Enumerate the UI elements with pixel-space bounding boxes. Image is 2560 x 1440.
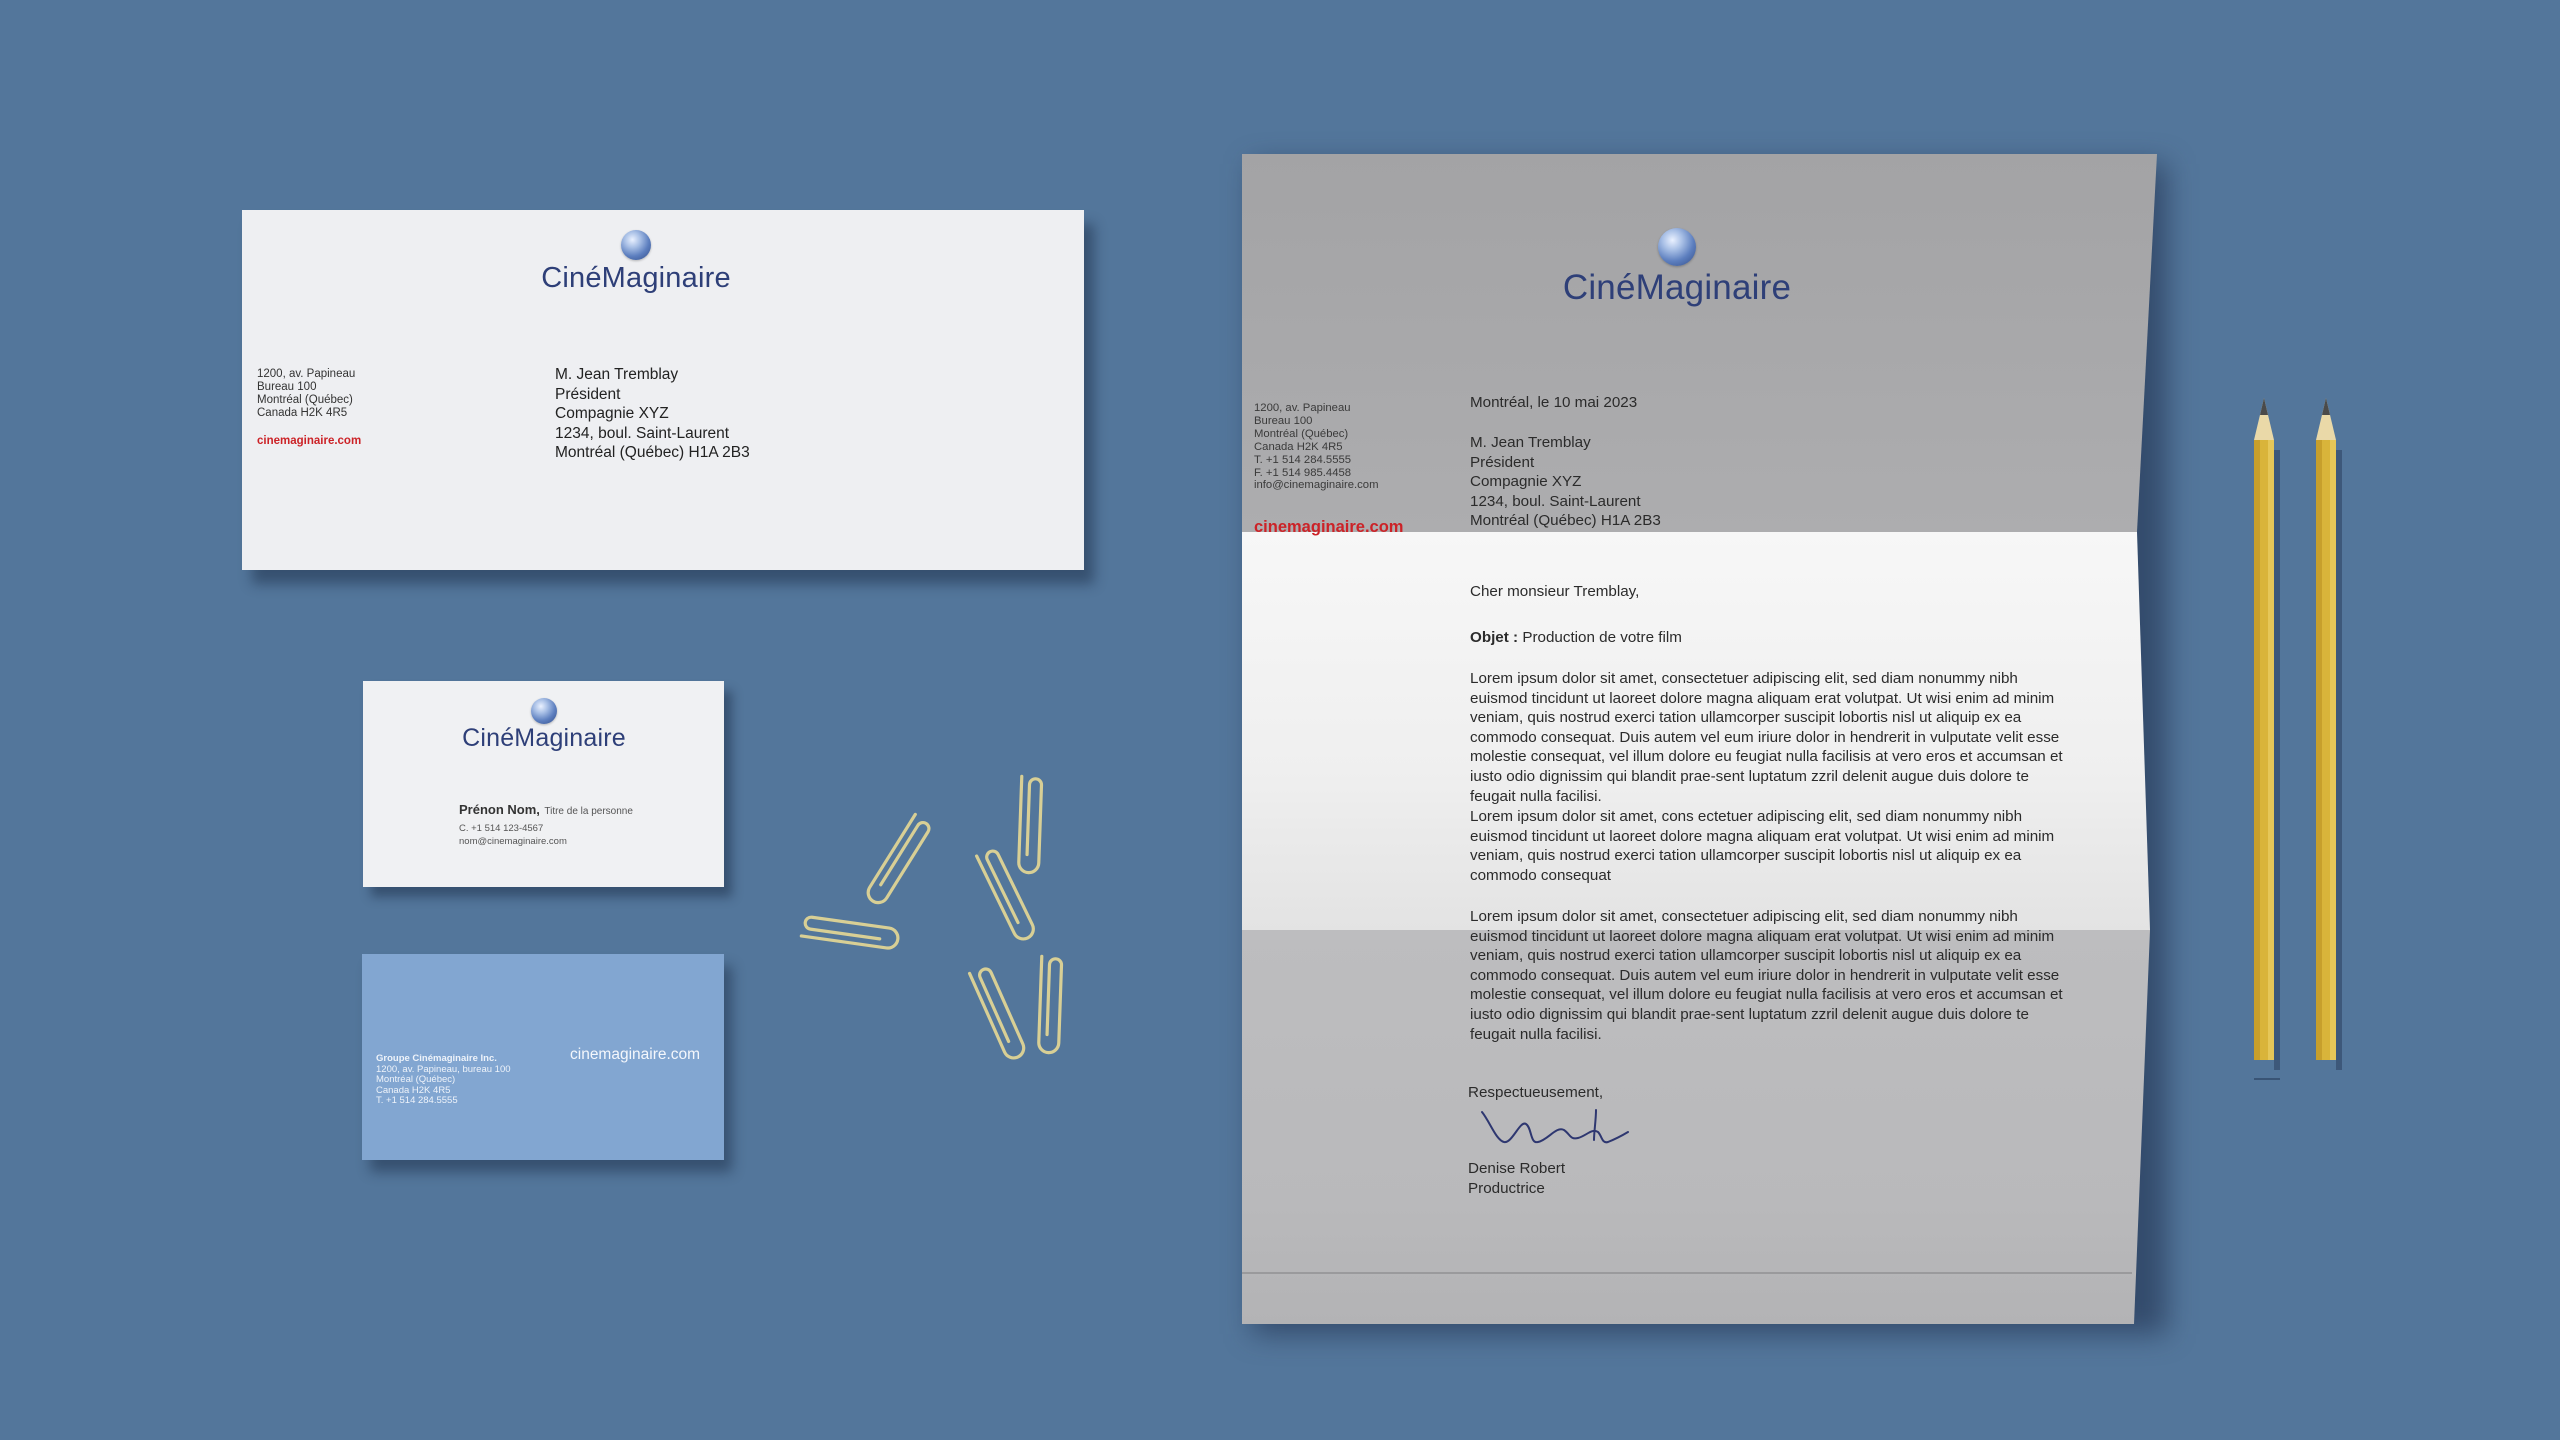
letter-subject (1470, 628, 1682, 648)
globe-icon (1658, 228, 1696, 266)
letter-sender-address: 1200, av. Papineau Bureau 100 Montréal (Québec) Canada H2K 4R5 T. +1 514 284.5555 F. +1 514 985.4458 info@cinemaginaire.com (1254, 402, 1379, 492)
card-logo (449, 698, 639, 753)
letter-salutation: Cher monsieur Tremblay, (1470, 583, 1640, 600)
envelope-recipient: M. Jean Tremblay Président Compagnie XYZ 1234, boul. Saint-Laurent Montréal (Québec) H1A 2B3 (555, 366, 750, 462)
paperclip-icon (801, 916, 899, 949)
signature-icon (1478, 1106, 1678, 1152)
letter-recipient: M. Jean Tremblay Président Compagnie XYZ 1234, boul. Saint-Laurent Montréal (Québec) H1A 2B3 (1470, 434, 1661, 530)
paperclip-icon (1018, 776, 1041, 873)
business-card-back (362, 954, 724, 1160)
envelope-sender-address: 1200, av. Papineau Bureau 100 Montréal (Québec) Canada H2K 4R5 (257, 368, 356, 419)
brand-name: CinéMaginaire (541, 262, 731, 294)
paper-clips (780, 760, 1100, 1100)
brand-name: CinéMaginaire (1562, 268, 1792, 307)
card-person-title: Titre de la personne (544, 806, 633, 817)
letter-top-panel (1242, 154, 2157, 532)
envelope (242, 210, 1084, 570)
paperclip-icon (1038, 956, 1061, 1053)
letter-paragraph: Lorem ipsum dolor sit amet, consectetuer adipiscing elit, sed diam nonummy nibh euismod tincidunt ut laoreet dolore magna aliquam erat volutpat. Ut wisi enim ad minim veniam, quis nostrud exerci tation ullamcorper suscipit lobortis nisl ut aliquip ex ea commodo consequat. Duis autem vel eum iriure dolor in hendrerit in vulputate velit esse molestie consequat, vel illum dolore eu feugiat nulla facilisis at vero eros et accumsan et iusto odio dignissim qui blandit prae-sent luptatum zzril delenit augue duis dolore te feugait nulla facilisi. (1470, 908, 2063, 1043)
signer-name: Denise Robert (1468, 1160, 1566, 1177)
globe-icon (531, 698, 557, 724)
letter-date: Montréal, le 10 mai 2023 (1470, 394, 1638, 411)
card-person-name: Prénon Nom, (459, 802, 540, 817)
letter (1242, 154, 2157, 1324)
envelope-logo (541, 230, 731, 295)
pencil-icon (2244, 390, 2284, 1080)
globe-icon (621, 230, 651, 260)
card-back-website: cinemaginaire.com (570, 1046, 701, 1063)
card-phone: C. +1 514 123-4567 (459, 823, 544, 834)
subject-text: Production de votre film (1522, 629, 1682, 646)
subject-label: Objet : (1470, 629, 1519, 646)
brand-name: CinéMaginaire (462, 724, 626, 752)
letter-website: cinemaginaire.com (1254, 518, 1404, 536)
envelope-website: cinemaginaire.com (257, 435, 362, 447)
letter-paragraph: Lorem ipsum dolor sit amet, cons ectetuer adipiscing elit, sed diam nonummy nibh euismod tincidunt ut laoreet dolore magna aliquam erat volutpat. Ut wisi enim ad minim veniam, quis nostrud exerci tation ullamcorper suscipit lobortis nisl ut aliquip ex ea commodo consequat (1470, 808, 2055, 884)
card-email: nom@cinemaginaire.com (459, 836, 567, 847)
letter-signer (1468, 1159, 1565, 1198)
letter-paragraph: Lorem ipsum dolor sit amet, consectetuer adipiscing elit, sed diam nonummy nibh euismod tincidunt ut laoreet dolore magna aliquam erat volutpat. Ut wisi enim ad minim veniam, quis nostrud exerci tation ullamcorper suscipit lobortis nisl ut aliquip ex ea commodo consequat. Duis autem vel eum iriure dolor in hendrerit in vulputate velit esse molestie consequat, vel illum dolore eu feugiat nulla facilisis at vero eros et accumsan et iusto odio dignissim qui blandit prae-sent luptatum zzril delenit augue duis dolore te feugait nulla facilisi. (1470, 670, 2063, 805)
pencil-icon (2306, 390, 2346, 1080)
business-card-front (363, 681, 724, 887)
card-back-company: Groupe Cinémaginaire Inc. (376, 1053, 497, 1064)
signer-title: Productrice (1468, 1179, 1545, 1197)
letter-closing: Respectueusement, (1468, 1084, 1604, 1101)
paperclip-icon (970, 965, 1027, 1061)
divider (1242, 1272, 2132, 1274)
card-person (459, 801, 633, 819)
card-back-address: Groupe Cinémaginaire Inc. 1200, av. Papineau, bureau 100 Montréal (Québec) Canada H2K 4R5 T. +1 514 284.5555 (376, 1053, 511, 1107)
paperclip-icon (977, 847, 1037, 942)
paperclip-icon (864, 814, 932, 906)
letter-logo (1552, 228, 1802, 308)
